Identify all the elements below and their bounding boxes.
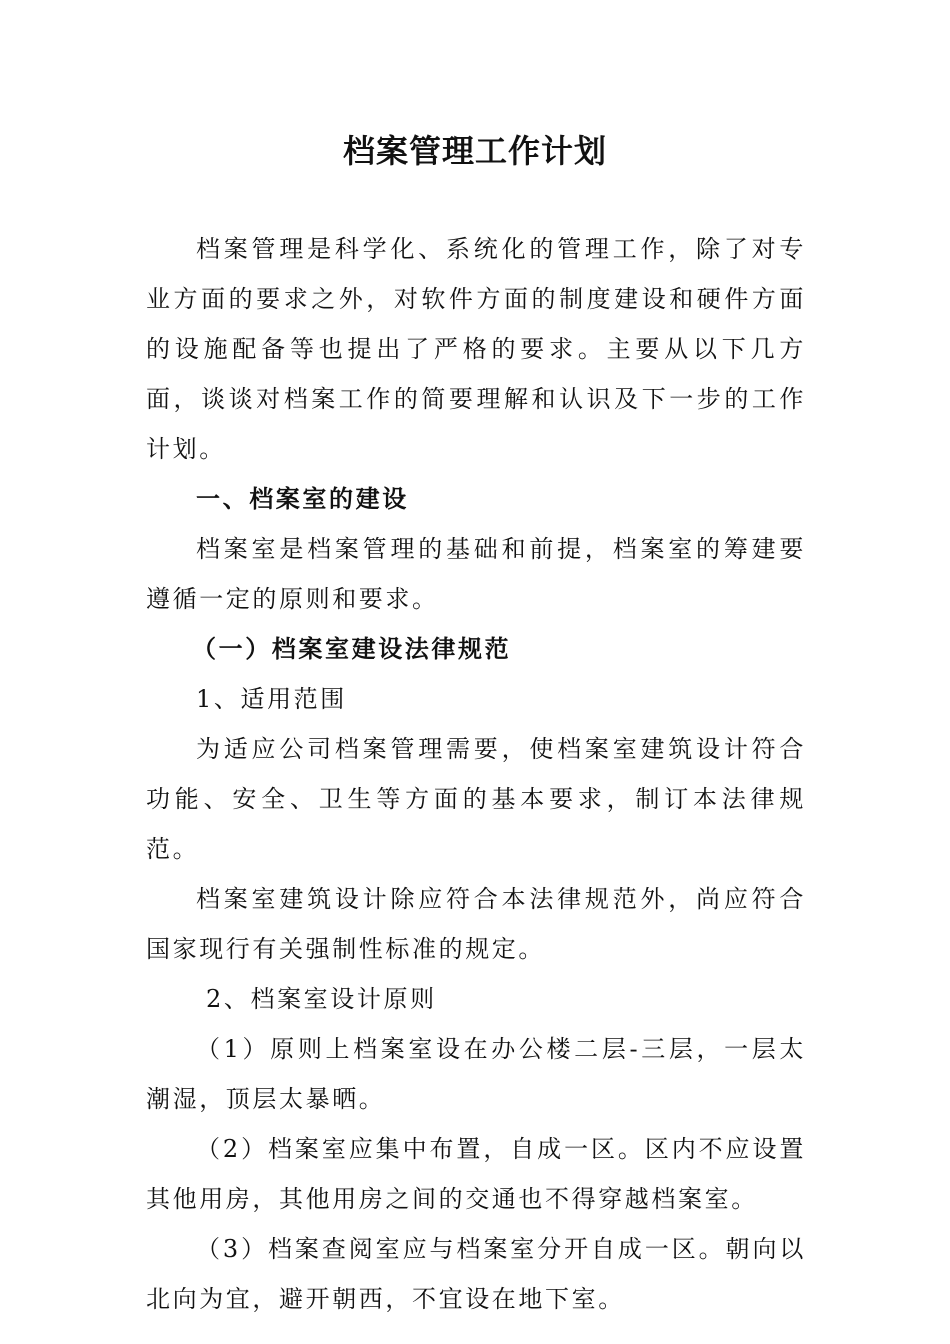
document-body	[146, 224, 806, 1324]
document-title: 档案管理工作计划	[342, 132, 607, 170]
item-heading: 1、适用范围	[196, 685, 347, 713]
rule-paragraph: （1）原则上档案室设在办公楼二层-三层，一层太潮湿，顶层太暴晒。	[146, 1035, 806, 1113]
section-paragraph: 档案室是档案管理的基础和前提，档案室的筹建要遵循一定的原则和要求。	[146, 535, 806, 613]
rule-paragraph: （2）档案室应集中布置，自成一区。区内不应设置其他用房，其他用房之间的交通也不得穿越档案室。	[146, 1135, 806, 1213]
rule-paragraph: （3）档案查阅室应与档案室分开自成一区。朝向以北向为宜，避开朝西，不宜设在地下室。	[146, 1235, 806, 1313]
item-paragraph: 档案室建筑设计除应符合本法律规范外，尚应符合国家现行有关强制性标准的规定。	[146, 885, 806, 963]
item-heading: 2、档案室设计原则	[206, 985, 437, 1013]
item-paragraph: 为适应公司档案管理需要，使档案室建筑设计符合功能、安全、卫生等方面的基本要求，制订本法律规范。	[146, 735, 806, 863]
section-heading: 一、档案室的建设	[196, 485, 409, 513]
intro-paragraph: 档案管理是科学化、系统化的管理工作，除了对专业方面的要求之外，对软件方面的制度建设和硬件方面的设施配备等也提出了严格的要求。主要从以下几方面，谈谈对档案工作的简要理解和认识及下一步的工作计划。	[146, 235, 806, 463]
subsection-heading: （一）档案室建设法律规范	[192, 635, 512, 663]
